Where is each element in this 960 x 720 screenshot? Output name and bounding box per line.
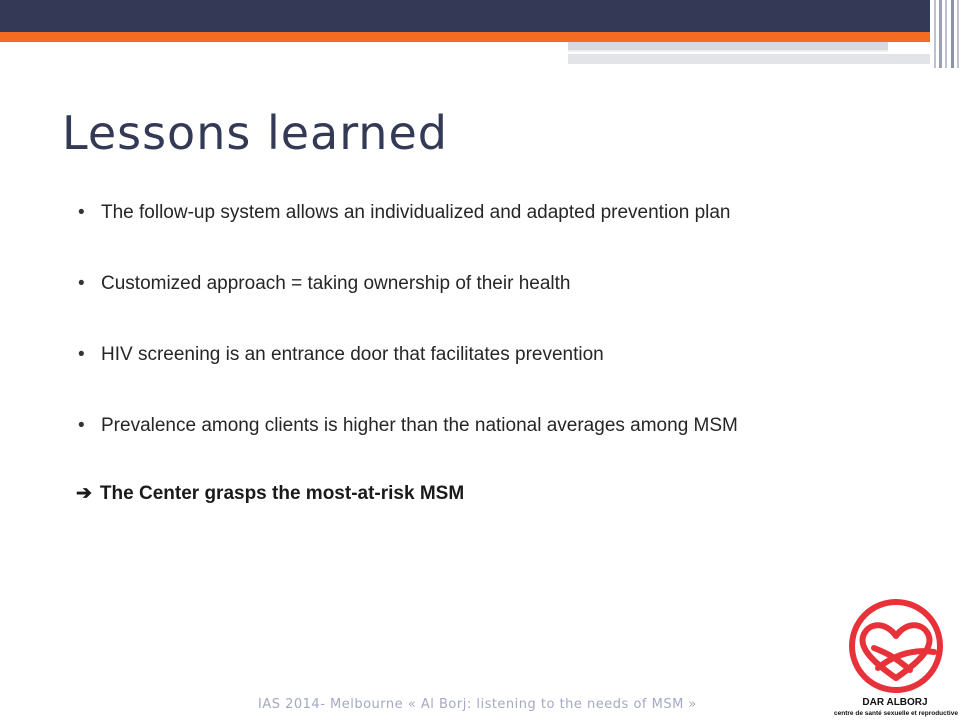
bullet-list: [78, 192, 938, 476]
logo-tagline: centre de santé sexuelle et reproductive: [834, 710, 958, 717]
right-edge-line: [951, 0, 954, 68]
conclusion-line: [76, 482, 464, 505]
right-edge-line: [939, 0, 942, 68]
decorative-stripe: [568, 50, 888, 52]
header-accent-stripe: [0, 32, 930, 42]
bullet-item: [78, 192, 938, 263]
conclusion-text: The Center grasps the most-at-risk MSM: [99, 483, 465, 504]
bullet-text: HIV screening is an entrance door that facilitates prevention: [101, 344, 604, 365]
bullet-item: [78, 405, 938, 476]
bullet-dot-icon: •: [78, 344, 85, 365]
right-arrow-icon: ➔: [76, 483, 92, 504]
right-edge-line: [957, 0, 959, 68]
slide-title: Lessons learned: [62, 106, 448, 160]
bullet-dot-icon: •: [78, 202, 85, 223]
bullet-item: [78, 263, 938, 334]
right-edge-line: [945, 0, 947, 68]
bullet-text: The follow-up system allows an individualized and adapted prevention plan: [101, 202, 731, 223]
slide-footer: IAS 2014- Melbourne « Al Borj: listening to the needs of MSM »: [258, 697, 697, 712]
decorative-stripe: [568, 42, 888, 50]
bullet-item: [78, 334, 938, 405]
bullet-dot-icon: •: [78, 415, 85, 436]
bullet-text: Prevalence among clients is higher than the national averages among MSM: [101, 415, 738, 436]
header-bar: [0, 0, 930, 32]
right-edge-line: [934, 0, 936, 68]
bullet-dot-icon: •: [78, 273, 85, 294]
logo-name: DAR ALBORJ: [862, 697, 928, 708]
decorative-stripe: [568, 54, 930, 64]
bullet-text: Customized approach = taking ownership of their health: [101, 273, 571, 294]
